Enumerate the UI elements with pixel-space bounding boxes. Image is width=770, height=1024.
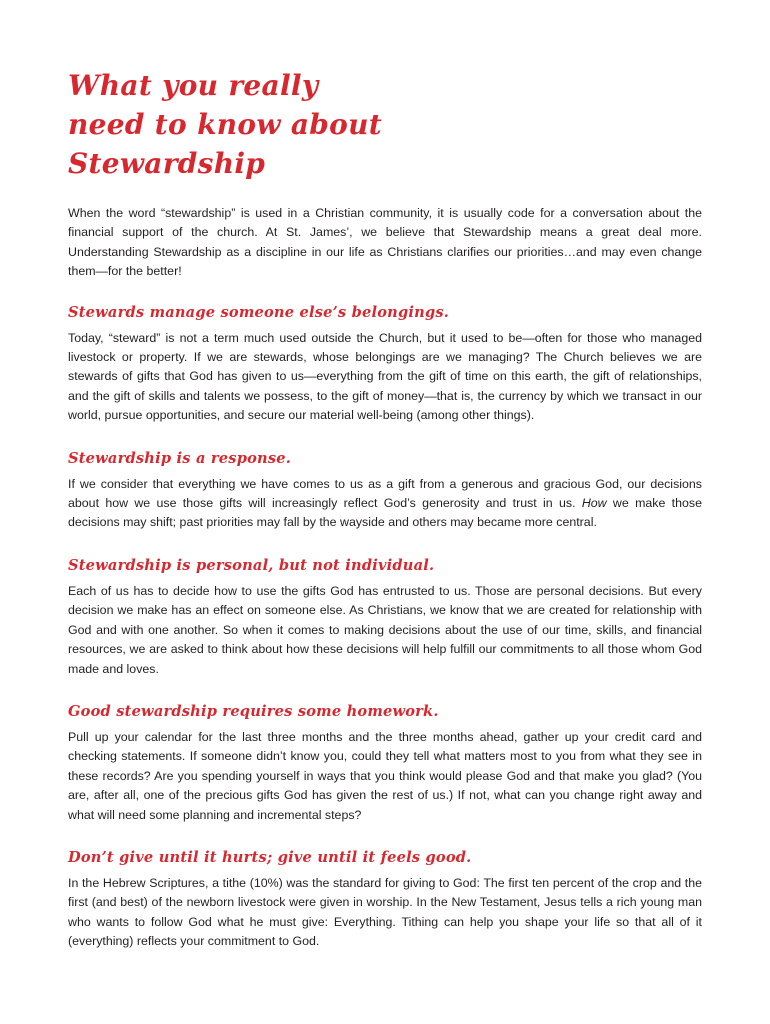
section-body: In the Hebrew Scriptures, a tithe (10%) was the standard for giving to God: The first ten percent of the crop and the first (and best) of the newborn livestock were given in worship. In the New Testament, Jesus tells a rich young man who wants to follow God what he must give: Everything. Tithing can help you shape your life so that all of it (everything) reflects your commitment to God. <box>68 875 702 949</box>
section-body: Each of us has to decide how to use the gifts God has entrusted to us. Those are personal decisions. But every decision we make has an effect on someone else. As Christians, we know that we are created for relationship with God and with one another. So when it comes to making decisions about the use of our time, skills, and financial resources, we are asked to think about how these decisions will help fulfill our commitments to all those whom God made and loves. <box>68 583 702 676</box>
section-heading: Stewards manage someone else’s belongings. <box>68 303 450 321</box>
title-line-1: What you really <box>68 69 319 102</box>
section-body: Today, “steward” is not a term much used outside the Church, but it used to be—often for those who managed livestock or property. If we are stewards, whose belongings are we managing? The Church believes we are stewards of gifts that God has given to us—everything from the gift of time on this earth, the gift of relationships, and the gift of skills and talents we possess, to the gift of money—that is, the currency by which we transact in our world, pursue opportunities, and secure our material well-being (among other things). <box>68 330 702 423</box>
section-body <box>68 475 702 533</box>
section-heading: Stewardship is personal, but not individual. <box>68 556 435 574</box>
body-text-end: we make those decisions may shift; past priorities may fall by the wayside and others may became more central. <box>68 496 702 530</box>
section-heading: Don’t give until it hurts; give until it feels good. <box>68 848 472 866</box>
title-line-2: need to know about <box>68 108 383 141</box>
section-personal-not-individual <box>68 556 702 679</box>
body-text-start: If we consider that everything we have comes to us as a gift from a generous and gracious God, our decisions about how we use those gifts will increasingly reflect God’s generosity and trust in us. <box>68 476 702 511</box>
intro-paragraph: When the word “stewardship” is used in a Christian community, it is usually code for a conversation about the financial support of the church. At St. James’, we believe that Stewardship means a great deal more. Understanding Stewardship as a discipline in our life as Christians clarifies our priorities…and may even change them—for the better! <box>68 206 702 279</box>
section-stewards-manage <box>68 303 702 426</box>
section-heading: Good stewardship requires some homework. <box>68 702 439 720</box>
body-emphasis: How <box>581 496 607 511</box>
section-heading: Stewardship is a response. <box>68 449 292 467</box>
section-give-until-good <box>68 848 702 952</box>
title-line-3: Stewardship <box>68 147 266 180</box>
document-page <box>68 66 702 952</box>
section-stewardship-response <box>68 449 702 533</box>
section-body: Pull up your calendar for the last three months and the three months ahead, gather up your credit card and checking statements. If someone didn’t know you, could they tell what matters most to you from what they see in these records? Are you spending yourself in ways that you think would please God and that make you glad? (You are, after all, one of the precious gifts God has given the rest of us.) If not, what can you change right away and what will need some planning and incremental steps? <box>68 729 702 822</box>
page-title <box>68 66 702 183</box>
section-homework <box>68 702 702 825</box>
